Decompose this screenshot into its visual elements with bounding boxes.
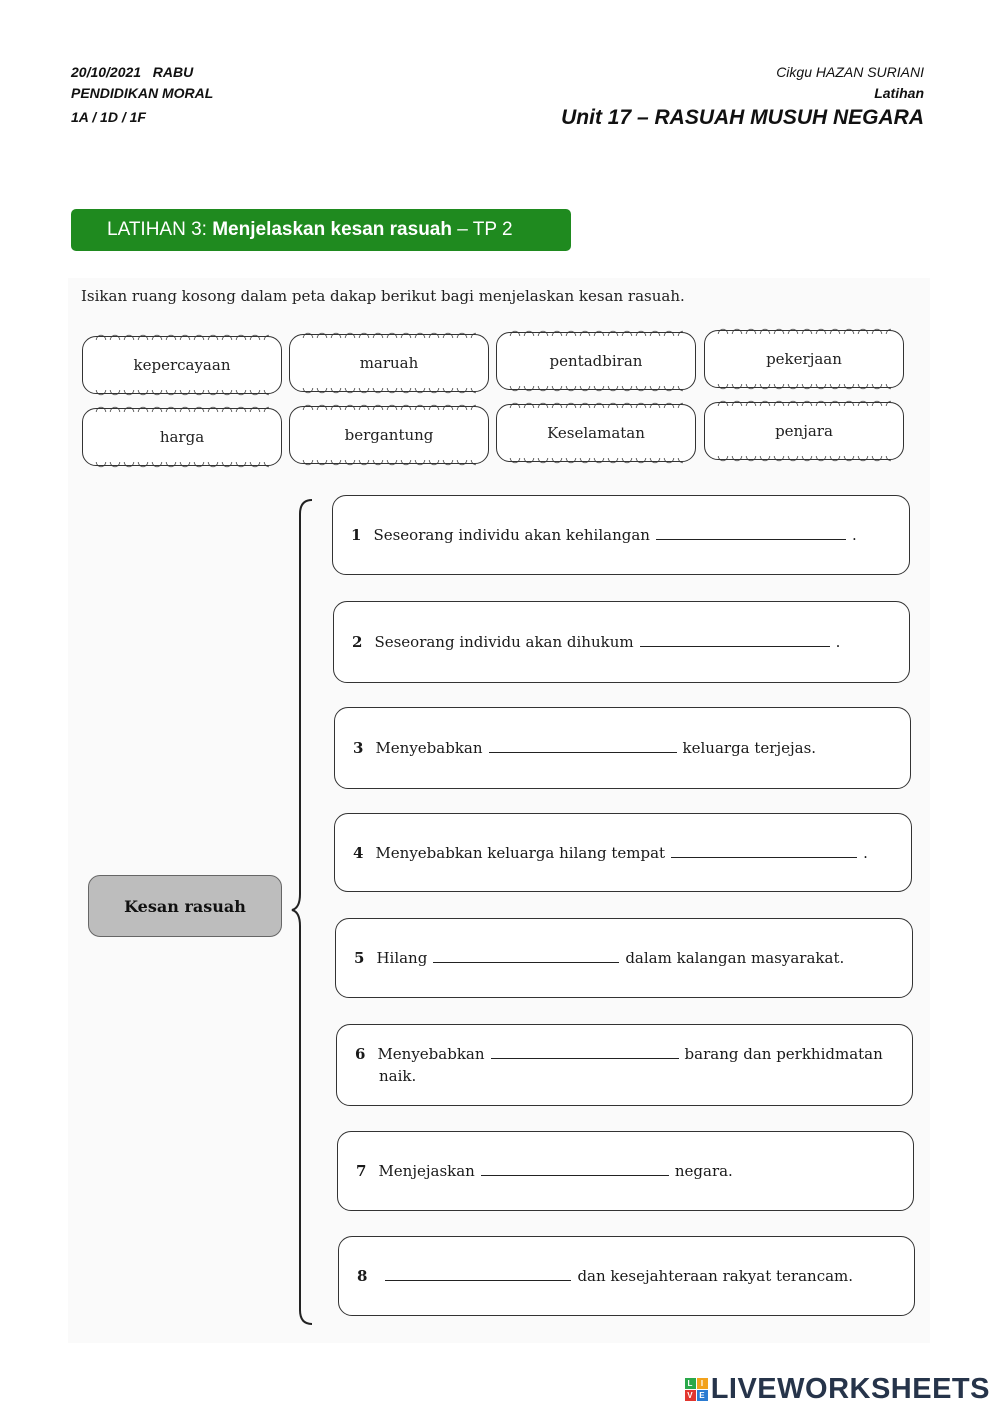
center-label: Kesan rasuah [124,896,246,916]
answer-blank-2[interactable] [640,634,830,647]
answer-blank-4[interactable] [671,845,857,858]
item-text [357,1265,853,1287]
logo-letter: L [685,1378,696,1389]
answer-blank-8[interactable] [385,1268,571,1281]
item-after: negara. [674,1162,733,1180]
answer-box-6 [336,1024,913,1106]
answer-box-7 [337,1131,914,1211]
item-text [351,524,857,546]
item-text [356,1160,733,1182]
item-after: keluarga terjejas. [682,739,817,757]
item-number: 2 [352,633,363,651]
word-bank-item: harga [82,408,282,466]
word-bank-item: pekerjaan [704,330,904,388]
answer-box-3 [334,707,911,789]
item-after: . [835,633,841,651]
item-after: dan kesejahteraan rakyat terancam. [577,1267,854,1285]
item-before: Hilang [376,949,428,967]
item-before: Menyebabkan keluarga hilang tempat [375,843,666,862]
worksheet-type: Latihan [874,85,924,101]
answer-box-5 [335,918,913,998]
item-number: 3 [353,739,364,757]
item-text [353,842,868,864]
item-number: 4 [353,843,364,862]
answer-box-1 [332,495,910,575]
answer-blank-6[interactable] [491,1046,679,1059]
logo-letter: V [685,1390,696,1401]
classes: 1A / 1D / 1F [71,109,146,125]
center-label-box [88,875,282,937]
brand-text: LIVEWORKSHEETS [710,1373,990,1405]
item-number: 5 [354,949,365,967]
item-before: Seseorang individu akan kehilangan [373,526,650,544]
answer-box-8 [338,1236,915,1316]
item-after: . [863,843,868,862]
answer-blank-3[interactable] [489,740,677,753]
banner-prefix: LATIHAN 3: [107,219,213,240]
word-bank-item: pentadbiran [496,332,696,390]
logo-letter: E [697,1390,708,1401]
liveworksheets-brand [685,1373,990,1406]
banner-suffix: – TP 2 [451,219,513,240]
item-number: 6 [355,1045,366,1063]
exercise-banner [71,209,571,251]
banner-title: Menjelaskan kesan rasuah [212,219,452,240]
bracket-brace [290,498,316,1326]
item-after: . [851,526,857,544]
item-after: dalam kalangan masyarakat. [625,949,845,967]
item-after: barang dan perkhidmatan [684,1045,883,1063]
item-before: Menyebabkan [375,739,483,757]
word-bank-item: kepercayaan [82,336,282,394]
item-before: Seseorang individu akan dihukum [374,633,634,651]
header-left [71,62,213,128]
item-text [352,631,840,653]
unit-title: Unit 17 – RASUAH MUSUH NEGARA [561,106,924,129]
item-number: 8 [357,1267,368,1285]
item-line2: naik. [379,1067,417,1085]
instruction: Isikan ruang kosong dalam peta dakap berikut bagi menjelaskan kesan rasuah. [81,287,685,305]
answer-blank-7[interactable] [481,1163,669,1176]
item-text [355,1043,883,1087]
word-bank-item: Keselamatan [496,404,696,462]
liveworksheets-logo-icon [685,1378,708,1401]
item-before: Menjejaskan [378,1162,475,1180]
item-number: 1 [351,526,362,544]
item-text [354,947,844,969]
logo-letter: I [697,1378,708,1389]
word-bank-item: penjara [704,402,904,460]
date-day: 20/10/2021 RABU [71,64,194,80]
answer-box-4 [334,813,912,892]
header-right [561,62,924,132]
word-bank-item: maruah [289,334,489,392]
teacher-name: Cikgu HAZAN SURIANI [776,64,924,80]
item-text [353,737,816,759]
word-bank-item: bergantung [289,406,489,464]
item-before: Menyebabkan [377,1045,485,1063]
answer-blank-5[interactable] [433,950,619,963]
subject: PENDIDIKAN MORAL [71,85,214,101]
answer-box-2 [333,601,910,683]
item-number: 7 [356,1162,367,1180]
answer-blank-1[interactable] [656,527,846,540]
